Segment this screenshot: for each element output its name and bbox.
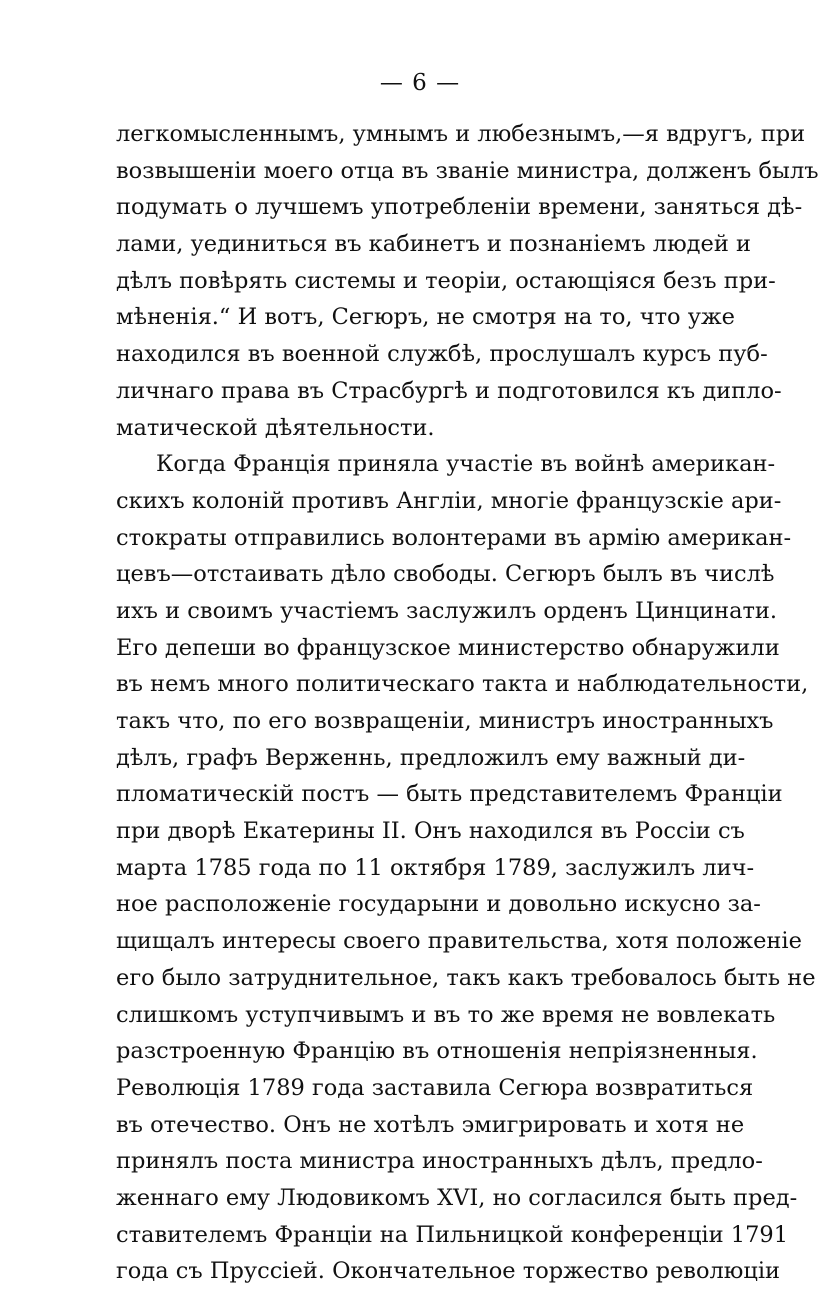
text-line: щищалъ интересы своего правительства, хотя положенiе bbox=[116, 928, 802, 955]
page-number: — 6 — bbox=[379, 70, 461, 96]
text-line: принялъ поста министра иностранныхъ дѣлъ, предло- bbox=[116, 1148, 763, 1175]
text-line: находился въ военной службѣ, прослушалъ курсъ пуб- bbox=[116, 341, 768, 368]
text-line: такъ что, по его возвращенiи, министръ иностранныхъ bbox=[116, 708, 774, 734]
text-line: марта 1785 года по 11 октября 1789, заслужилъ лич- bbox=[116, 854, 755, 881]
text-line: ставителемъ Францiи на Пильницкой конференцiи 1791 bbox=[116, 1221, 789, 1248]
text-line: дѣлъ повѣрять системы и теорiи, остающiяся безъ при- bbox=[116, 267, 776, 294]
text-line: его было затруднительное, такъ какъ требовалось быть не bbox=[116, 964, 816, 991]
text-line: матической дѣятельности. bbox=[116, 414, 435, 441]
text-line: возвышенiи моего отца въ званiе министра, долженъ былъ bbox=[116, 157, 819, 184]
text-line: въ отечество. Онъ не хотѣлъ эмигрировать и хотя не bbox=[116, 1111, 745, 1138]
text-line: легкомысленнымъ, умнымъ и любезнымъ,—я вдругъ, при bbox=[116, 121, 806, 147]
text-line: Когда Францiя приняла участiе въ войнѣ американ- bbox=[156, 451, 776, 478]
text-line: ное расположенiе государыни и довольно искусно за- bbox=[116, 891, 761, 918]
text-line: личнаго права въ Страсбургѣ и подготовился къ дипло- bbox=[116, 377, 782, 404]
text-line: стократы отправились волонтерами въ армiю американ- bbox=[116, 524, 792, 551]
body-text bbox=[116, 116, 819, 1290]
text-line: Революцiя 1789 года заставила Сегюра возвратиться bbox=[116, 1074, 754, 1101]
text-line: слишкомъ уступчивымъ и въ то же время не вовлекать bbox=[116, 1001, 776, 1028]
text-line: мѣненiя.“ И вотъ, Сегюръ, не смотря на то, что уже bbox=[116, 304, 736, 331]
text-line: ихъ и своимъ участiемъ заслужилъ орденъ Цинцинати. bbox=[116, 597, 778, 624]
text-line: подумать о лучшемъ употребленiи времени, заняться дѣ- bbox=[116, 194, 803, 221]
text-line: дѣлъ, графъ Верженнь, предложилъ ему важный ди- bbox=[116, 744, 746, 771]
text-line: года съ Пруссiей. Окончательное торжество революцiи bbox=[116, 1258, 781, 1285]
text-line: Его депеши во французское министерство обнаружили bbox=[116, 634, 780, 661]
text-line: разстроенную Францiю въ отношенiя непрiязненныя. bbox=[116, 1038, 758, 1065]
text-line: въ немъ много политическаго такта и наблюдательности, bbox=[116, 671, 809, 698]
text-line: пломатическiй постъ — быть представителемъ Францiи bbox=[116, 781, 783, 808]
text-line: при дворѣ Екатерины II. Онъ находился въ Россiи съ bbox=[116, 818, 745, 845]
text-line: цевъ—отстаивать дѣло свободы. Сегюръ былъ въ числѣ bbox=[116, 561, 775, 588]
text-line: лами, уединиться въ кабинетъ и познанiемъ людей и bbox=[116, 231, 751, 258]
text-line: скихъ колонiй противъ Англiи, многiе французскiе ари- bbox=[116, 487, 782, 514]
text-line: женнаго ему Людовикомъ XVI, но согласился быть пред- bbox=[116, 1184, 798, 1211]
